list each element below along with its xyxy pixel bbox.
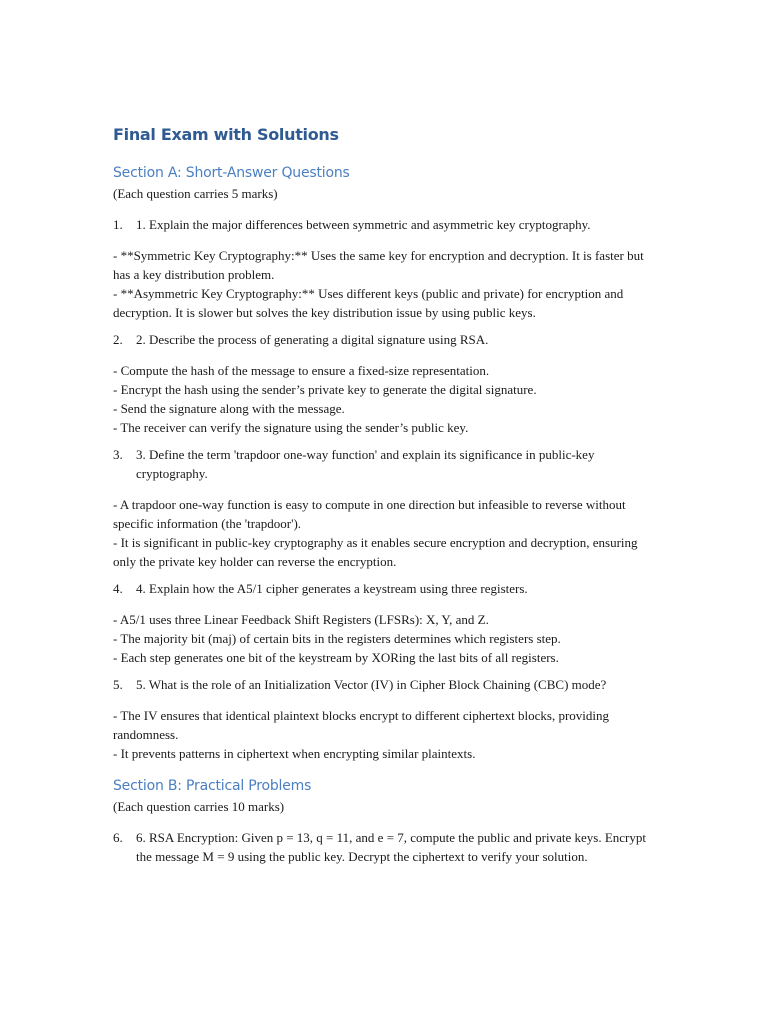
question-number: 3. (113, 447, 123, 462)
answer-line: - Encrypt the hash using the sender’s private key to generate the digital signature. (113, 382, 537, 397)
question-number: 6. (113, 830, 123, 845)
answer-line: - A trapdoor one-way function is easy to compute in one direction but infeasible to reverse without specific information (the 'trapdoor'). (113, 497, 626, 531)
answer-2 (113, 361, 658, 437)
section-a-note: (Each question carries 5 marks) (113, 186, 278, 201)
exam-document (113, 122, 658, 878)
question-text: 3. Define the term 'trapdoor one-way function' and explain its significance in public-key cryptography. (136, 447, 595, 481)
question-1 (113, 215, 658, 234)
section-b (113, 775, 658, 866)
answer-line: - **Asymmetric Key Cryptography:** Uses different keys (public and private) for encryption and decryption. It is slower but solves the key distribution issue by using public keys. (113, 286, 624, 320)
question-text: 4. Explain how the A5/1 cipher generates a keystream using three registers. (136, 581, 528, 596)
answer-line: - It prevents patterns in ciphertext when encrypting similar plaintexts. (113, 746, 476, 761)
answer-line: - The IV ensures that identical plaintext blocks encrypt to different ciphertext blocks, providing randomness. (113, 708, 610, 742)
section-a (113, 162, 658, 763)
answer-line: - Each step generates one bit of the keystream by XORing the last bits of all registers. (113, 650, 559, 665)
answer-line: - Send the signature along with the message. (113, 401, 345, 416)
answer-3 (113, 495, 658, 571)
question-number: 4. (113, 581, 123, 596)
answer-line: - A5/1 uses three Linear Feedback Shift Registers (LFSRs): X, Y, and Z. (113, 612, 489, 627)
answer-1 (113, 246, 658, 322)
answer-line: - The receiver can verify the signature using the sender’s public key. (113, 420, 469, 435)
question-3 (113, 445, 658, 483)
question-4 (113, 579, 658, 598)
question-number: 1. (113, 217, 123, 232)
question-text: 6. RSA Encryption: Given p = 13, q = 11, and e = 7, compute the public and private keys. Encrypt the message M = 9 using the public key. Decrypt the ciphertext to verify your solution. (136, 830, 647, 864)
answer-4 (113, 610, 658, 667)
document-title: Final Exam with Solutions (113, 125, 339, 144)
answer-line: - The majority bit (maj) of certain bits in the registers determines which registers step. (113, 631, 561, 646)
section-b-note: (Each question carries 10 marks) (113, 799, 285, 814)
answer-line: - **Symmetric Key Cryptography:** Uses the same key for encryption and decryption. It is faster but has a key distribution problem. (113, 248, 644, 282)
question-text: 1. Explain the major differences between symmetric and asymmetric key cryptography. (136, 217, 591, 232)
question-number: 2. (113, 332, 123, 347)
question-text: 2. Describe the process of generating a digital signature using RSA. (136, 332, 489, 347)
answer-line: - It is significant in public-key cryptography as it enables secure encryption and decryption, ensuring only the private key holder can reverse the encryption. (113, 535, 638, 569)
section-a-heading: Section A: Short-Answer Questions (113, 165, 350, 181)
answer-line: - Compute the hash of the message to ensure a fixed-size representation. (113, 363, 490, 378)
question-text: 5. What is the role of an Initialization Vector (IV) in Cipher Block Chaining (CBC) mode? (136, 677, 607, 692)
question-6 (113, 828, 658, 866)
question-number: 5. (113, 677, 123, 692)
answer-5 (113, 706, 658, 763)
question-2 (113, 330, 658, 349)
question-5 (113, 675, 658, 694)
section-b-heading: Section B: Practical Problems (113, 778, 312, 794)
